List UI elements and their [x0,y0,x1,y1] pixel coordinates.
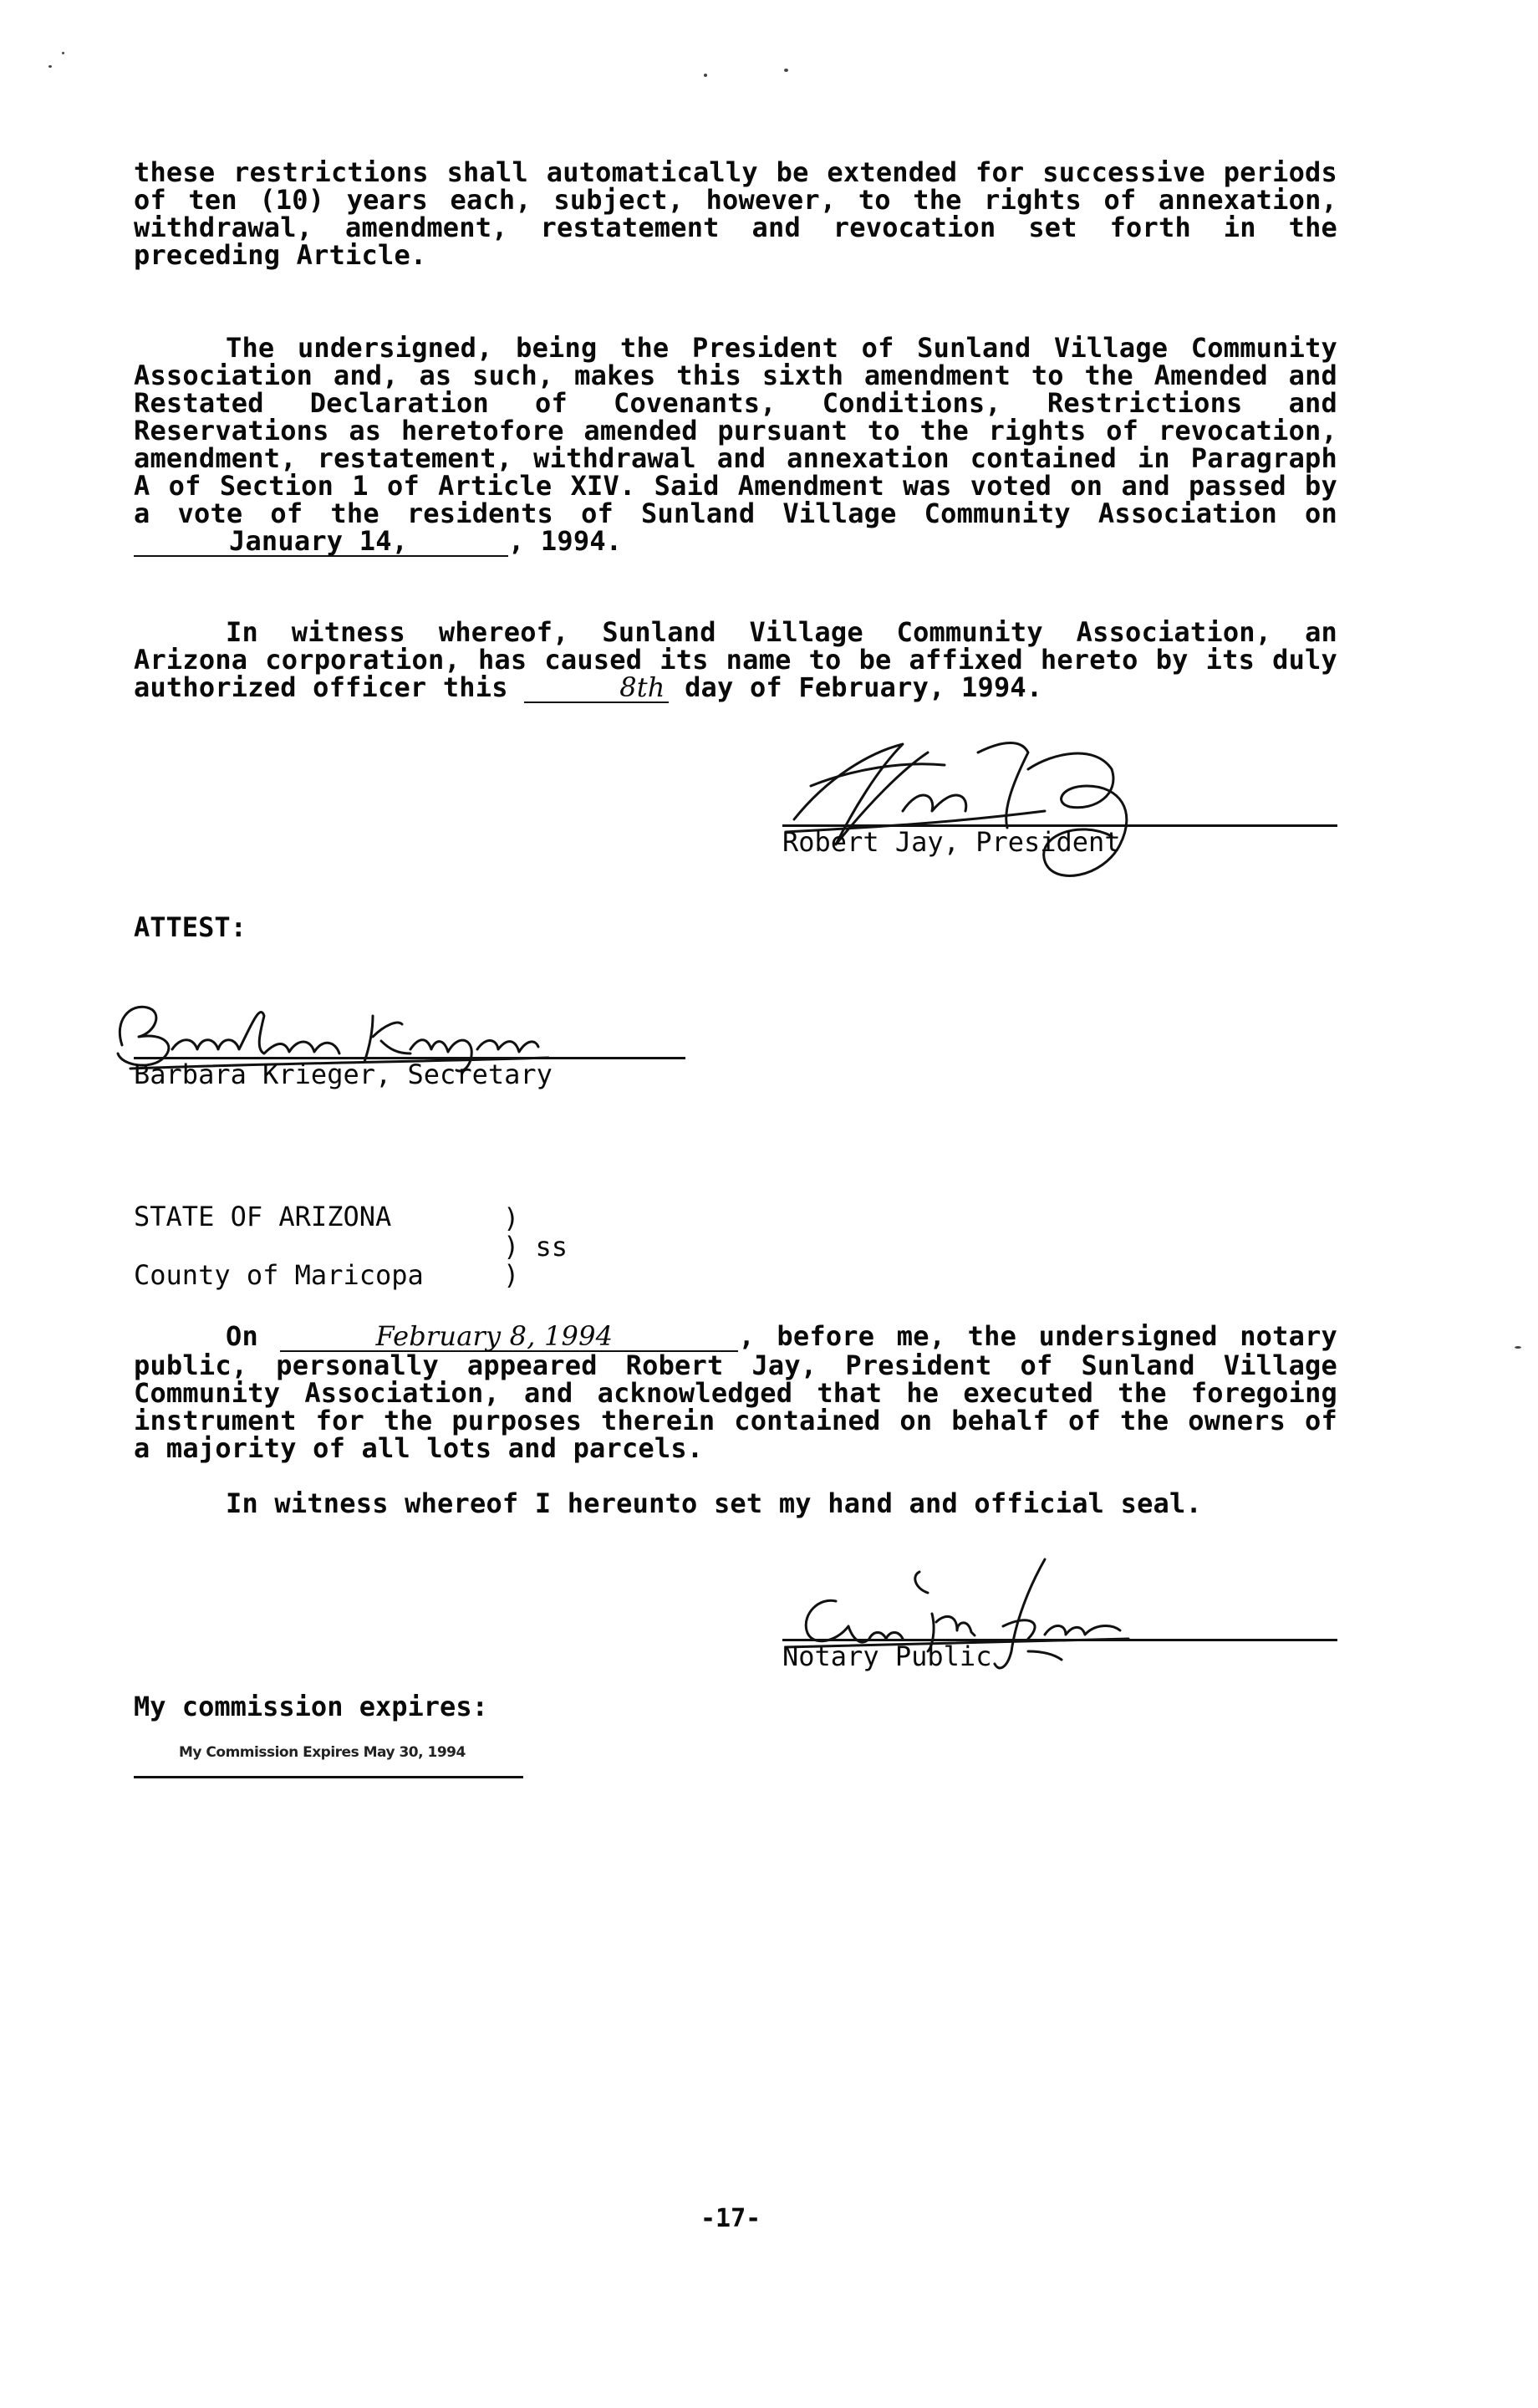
paragraph-text: In witness whereof, Sunland Village Community Association, an Arizona corporation, has caused its name to be affixed hereto by its duly authorized officer this [134,616,1337,703]
notary-signature-label: Notary Public [782,1640,992,1672]
paragraph-amendment-statement [134,334,1337,557]
commission-expires-label: My commission expires: [134,1691,488,1722]
vote-date-field [134,525,508,557]
attest-label: ATTEST: [134,911,247,943]
paragraph-witness-corporation [134,616,1337,703]
commission-expiry-stamp: My Commission Expires May 30, 1994 [179,1744,466,1761]
paragraph-text: , 1994. [508,525,623,557]
paragraph-text: On [226,1320,258,1352]
venue-county: County of Maricopa [134,1259,424,1291]
scan-speck [704,74,707,77]
acknowledgment-date-handwritten: February 8, 1994 [375,1320,614,1352]
day-field [524,671,668,703]
president-signature-label: Robert Jay, President [782,826,1121,858]
scan-speck [784,69,788,72]
paragraph-text: , before me, the undersigned notary public, personally appeared Robert Jay, President of Sunland Village Community Association, and acknowledged that he executed the foregoing instrument for the purposes therein contained on behalf of the owners of a majority of all lots and parcels. [134,1320,1337,1464]
scan-speck [48,65,52,68]
paragraph-text: The undersigned, being the President of Sunland Village Community Association and, as such, makes this sixth amendment to the Amended and Restated Declaration of Covenants, Conditions, Restrictions and Reservations as heretofore amended pursuant to the rights of revocation, amendment, restatement, withdrawal and annexation contained in Paragraph A of Section 1 of Article XIV. Said Amendment was voted on and passed by a vote of the residents of Sunland Village Community Association on [134,332,1337,529]
paragraph-text: day of February, 1994. [685,671,1043,703]
paragraph-notary-acknowledgment [134,1320,1337,1464]
venue-paren: ) [503,1259,520,1291]
day-value-handwritten: 8th [619,671,665,703]
paragraph-text: In witness whereof I hereunto set my hand and official seal. [226,1487,1202,1519]
venue-state: STATE OF ARIZONA [134,1201,392,1232]
paragraph-text: these restrictions shall automatically be extended for successive periods of ten (10) years each, subject, however, to the rights of annexation, withdrawal, amendment, restatement and revocation set forth in the preceding Article. [134,156,1337,271]
page-number: -17- [700,2204,761,2233]
venue-paren: ) [503,1202,520,1234]
venue-ss: ) ss [503,1231,568,1263]
paragraph-notary-witness [134,1487,1337,1519]
vote-date-value: January 14, [229,525,409,557]
acknowledgment-date-field [280,1320,738,1352]
scan-speck [62,52,64,54]
secretary-signature-label: Barbara Krieger, Secretary [134,1059,553,1090]
commission-expiry-line [134,1776,523,1778]
scan-speck [1515,1346,1521,1349]
paragraph-extension-terms [134,156,1337,271]
president-signature-image [777,719,1162,886]
